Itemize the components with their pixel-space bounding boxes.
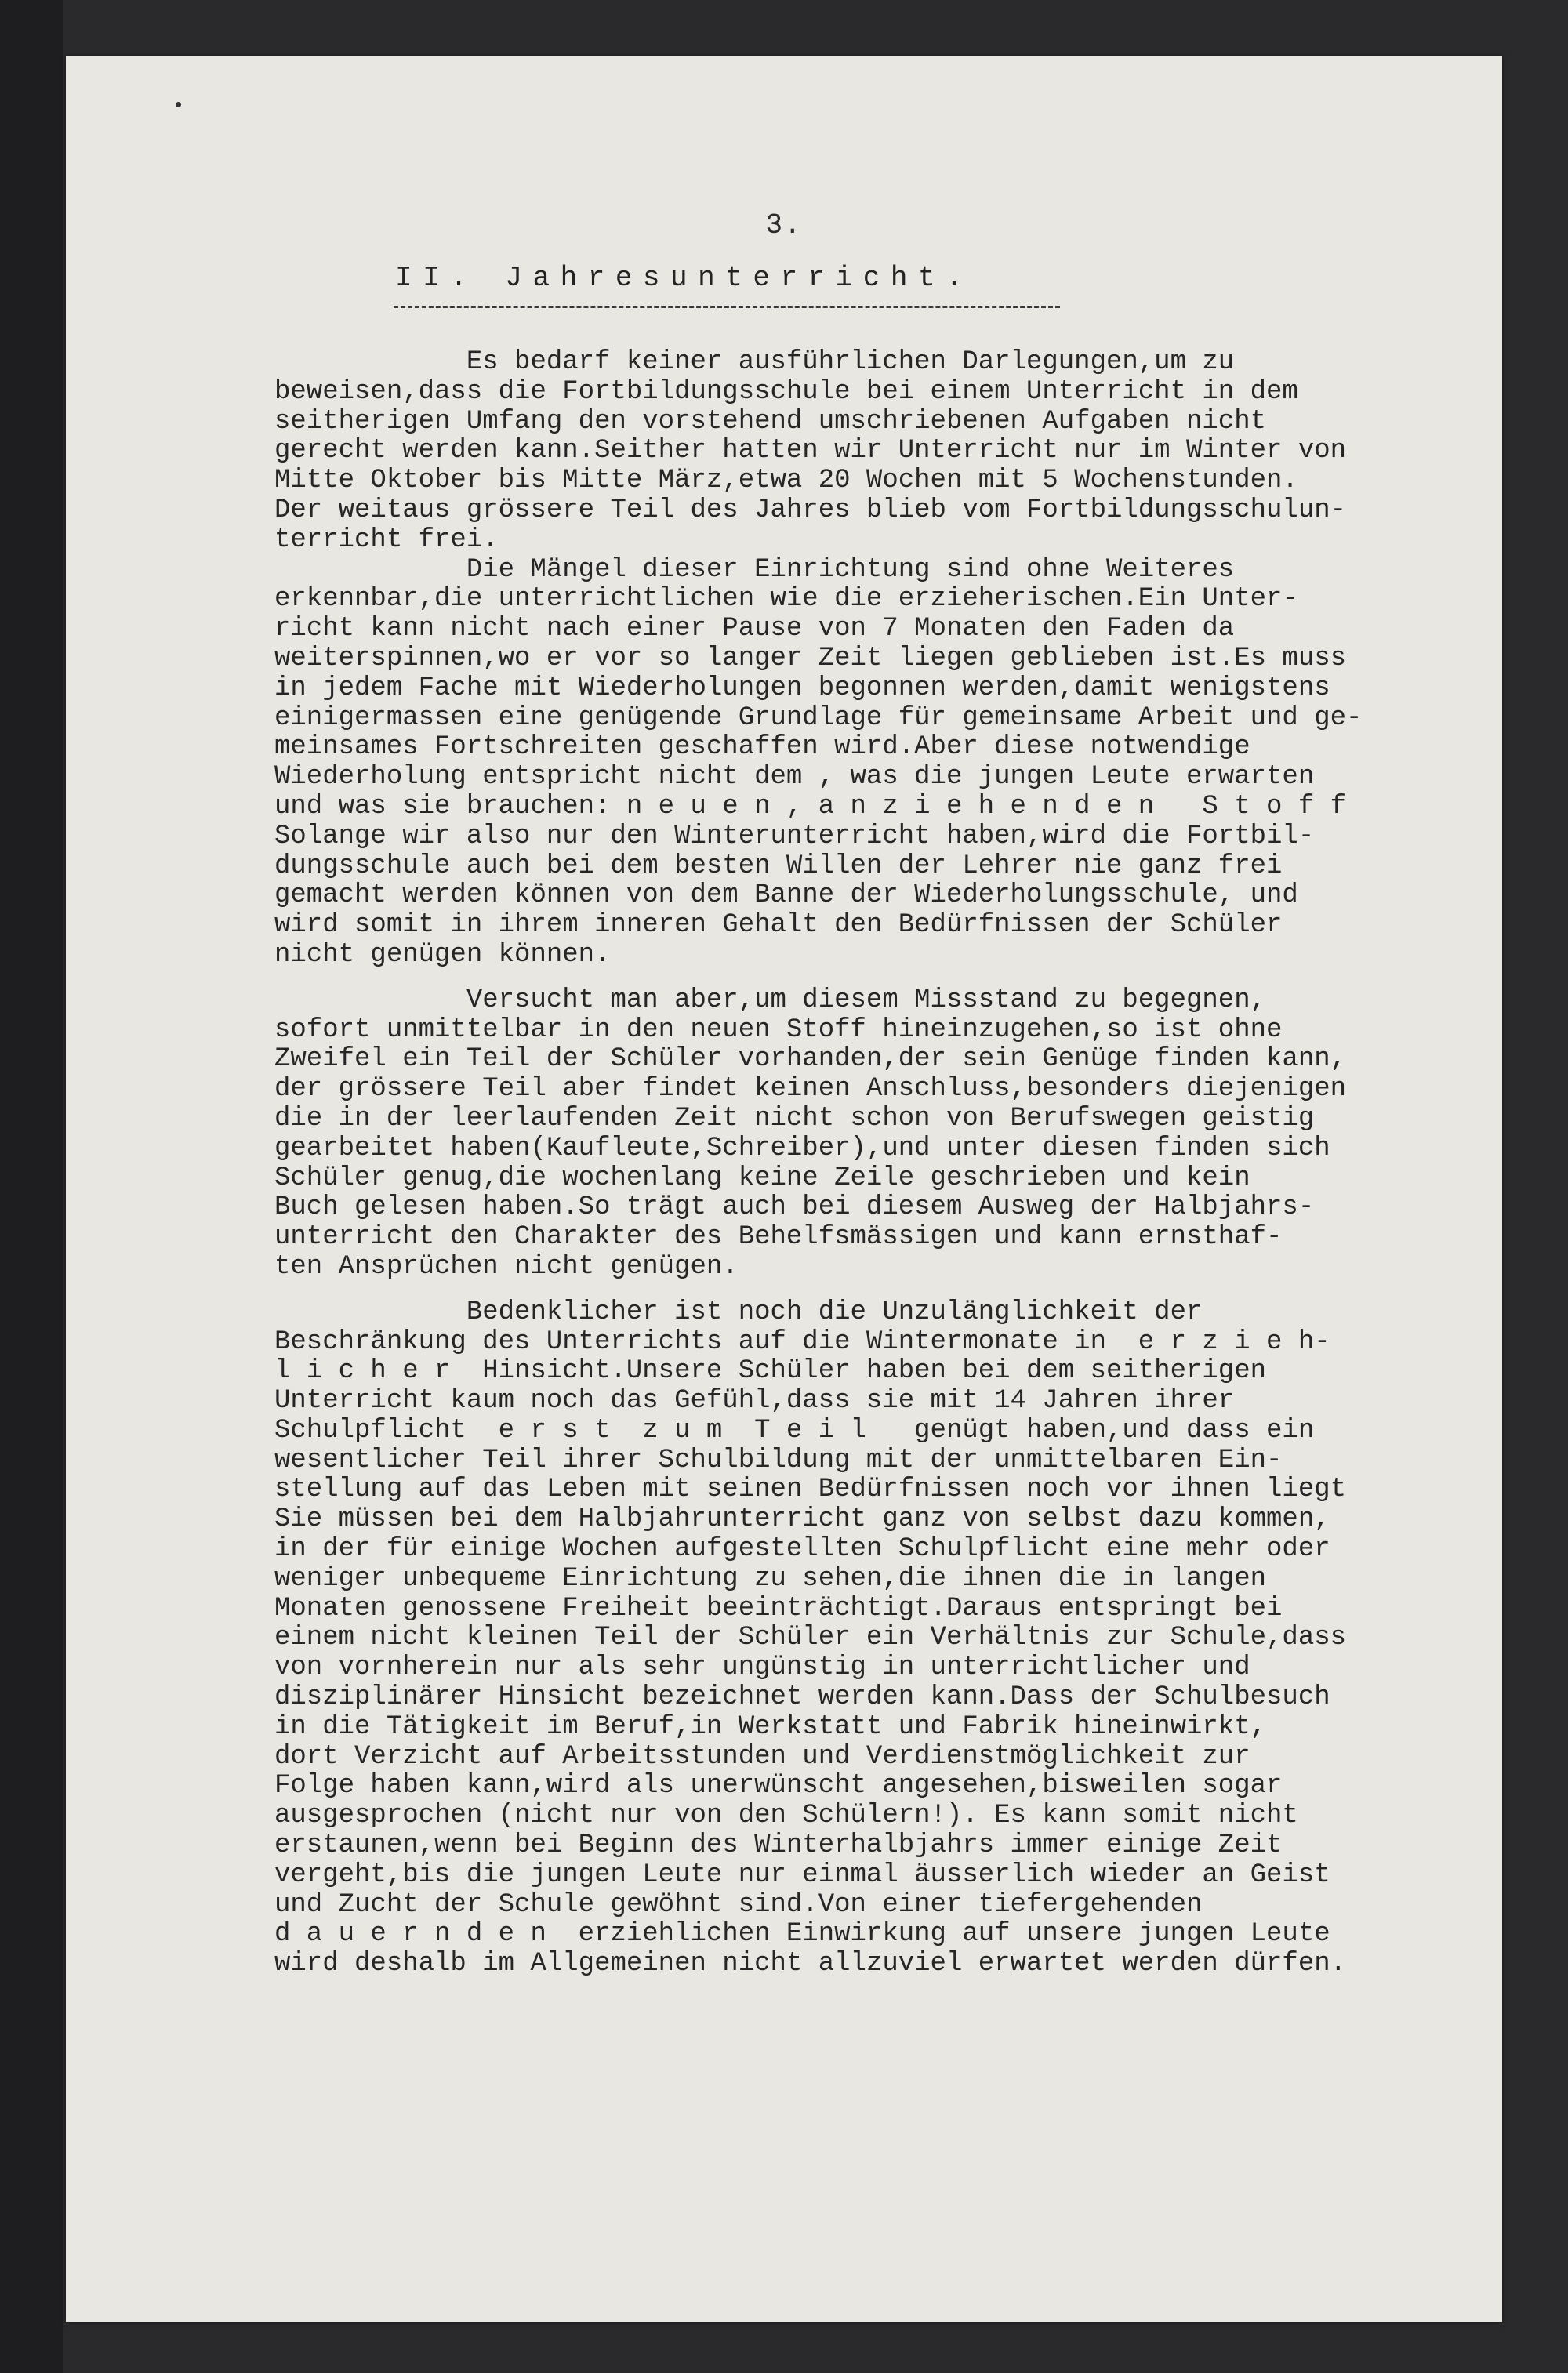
text-line: ausgesprochen (nicht nur von den Schülern!). Es kann somit nicht xyxy=(274,1801,1298,1831)
text-line: vergeht,bis die jungen Leute nur einmal äusserlich wieder an Geist xyxy=(274,1860,1330,1890)
text-line: die in der leerlaufenden Zeit nicht schon von Berufswegen geistig xyxy=(274,1103,1315,1134)
text-line: Es bedarf keiner ausführlichen Darlegungen,um zu xyxy=(274,347,1235,377)
text-line: und was sie brauchen: n e u e n , a n z i e h e n d e n S t o f f xyxy=(274,791,1347,822)
text-line: Beschränkung des Unterrichts auf die Wintermonate in e r z i e h- xyxy=(274,1326,1330,1357)
text-line: disziplinärer Hinsicht bezeichnet werden kann.Dass der Schulbesuch xyxy=(274,1682,1330,1713)
paragraph xyxy=(274,348,1529,971)
text-line: Schulpflicht e r s t z u m T e i l genügt haben,und dass ein xyxy=(274,1415,1315,1446)
text-line: unterricht den Charakter des Behelfsmässigen und kann ernsthaf- xyxy=(274,1222,1283,1253)
text-line: in jedem Fache mit Wiederholungen begonnen werden,damit wenigstens xyxy=(274,673,1330,703)
text-line: Der weitaus grössere Teil des Jahres blieb vom Fortbildungsschulun- xyxy=(274,495,1347,525)
text-line: seitherigen Umfang den vorstehend umschriebenen Aufgaben nicht xyxy=(274,406,1267,437)
text-line: d a u e r n d e n erziehlichen Einwirkung auf unsere jungen Leute xyxy=(274,1919,1330,1950)
text-line: stellung auf das Leben mit seinen Bedürfnissen noch vor ihnen liegt xyxy=(274,1475,1347,1505)
text-line: in die Tätigkeit im Beruf,in Werkstatt und Fabrik hineinwirkt, xyxy=(274,1711,1267,1742)
text-line: Wiederholung entspricht nicht dem , was die jungen Leute erwarten xyxy=(274,762,1315,793)
text-line: terricht frei. xyxy=(274,524,499,555)
text-line: der grössere Teil aber findet keinen Anschluss,besonders diejenigen xyxy=(274,1074,1347,1105)
text-line: einigermassen eine genügende Grundlage für gemeinsame Arbeit und ge- xyxy=(274,702,1363,733)
text-line: in der für einige Wochen aufgestellten Schulpflicht eine mehr oder xyxy=(274,1534,1330,1565)
text-line: gerecht werden kann.Seither hatten wir Unterricht nur im Winter von xyxy=(274,436,1347,466)
text-line: meinsames Fortschreiten geschaffen wird.Aber diese notwendige xyxy=(274,732,1250,763)
text-line: und Zucht der Schule gewöhnt sind.Von einer tiefergehenden xyxy=(274,1889,1203,1920)
text-line: Die Mängel dieser Einrichtung sind ohne Weiteres xyxy=(274,554,1235,585)
paragraph-gap xyxy=(274,971,1529,986)
text-line: Buch gelesen haben.So trägt auch bei diesem Ausweg der Halbjahrs- xyxy=(274,1192,1315,1223)
scan-background-edge xyxy=(0,0,63,2373)
page-number: 3. xyxy=(765,209,803,241)
body-text xyxy=(274,348,1529,1979)
text-line: Mitte Oktober bis Mitte März,etwa 20 Wochen mit 5 Wochenstunden. xyxy=(274,466,1298,496)
text-line: einem nicht kleinen Teil der Schüler ein Verhältnis zur Schule,dass xyxy=(274,1623,1347,1653)
text-line: weniger unbequeme Einrichtung zu sehen,die ihnen die in langen xyxy=(274,1563,1267,1594)
text-line: Unterricht kaum noch das Gefühl,dass sie mit 14 Jahren ihrer xyxy=(274,1386,1235,1417)
text-line: von vornherein nur als sehr ungünstig in unterrichtlicher und xyxy=(274,1653,1250,1683)
text-line: gearbeitet haben(Kaufleute,Schreiber),und unter diesen finden sich xyxy=(274,1133,1330,1163)
text-line: erkennbar,die unterrichtlichen wie die erzieherischen.Ein Unter- xyxy=(274,584,1298,615)
heading-underline xyxy=(394,306,1060,308)
text-line: Versucht man aber,um diesem Missstand zu begegnen, xyxy=(274,985,1267,1015)
text-line: nicht genügen können. xyxy=(274,939,611,970)
text-line: sofort unmittelbar in den neuen Stoff hineinzugehen,so ist ohne xyxy=(274,1014,1283,1045)
text-line: beweisen,dass die Fortbildungsschule bei einem Unterricht in dem xyxy=(274,376,1298,407)
section-heading: II. Jahresunterricht. xyxy=(395,262,974,294)
document-page xyxy=(66,56,1502,2322)
text-line: Solange wir also nur den Winterunterricht haben,wird die Fortbil- xyxy=(274,821,1315,851)
text-line: dungsschule auch bei dem besten Willen der Lehrer nie ganz frei xyxy=(274,851,1283,881)
text-line: Sie müssen bei dem Halbjahrunterricht ganz von selbst dazu kommen, xyxy=(274,1504,1330,1535)
text-line: Zweifel ein Teil der Schüler vorhanden,der sein Genüge finden kann, xyxy=(274,1044,1347,1075)
text-line: Bedenklicher ist noch die Unzulänglichkeit der xyxy=(274,1297,1203,1327)
text-line: l i c h e r Hinsicht.Unsere Schüler haben bei dem seitherigen xyxy=(274,1356,1267,1387)
text-line: erstaunen,wenn bei Beginn des Winterhalbjahrs immer einige Zeit xyxy=(274,1831,1283,1861)
text-line: weiterspinnen,wo er vor so langer Zeit liegen geblieben ist.Es muss xyxy=(274,643,1347,673)
text-line: Monaten genossene Freiheit beeinträchtigt.Daraus entspringt bei xyxy=(274,1593,1283,1624)
text-line: Schüler genug,die wochenlang keine Zeile geschrieben und kein xyxy=(274,1163,1250,1193)
paragraph xyxy=(274,1298,1529,1979)
text-line: dort Verzicht auf Arbeitsstunden und Verdienstmöglichkeit zur xyxy=(274,1741,1250,1772)
paper-speck xyxy=(176,102,181,107)
paragraph-gap xyxy=(274,1283,1529,1298)
text-line: wird deshalb im Allgemeinen nicht allzuviel erwartet werden dürfen. xyxy=(274,1949,1347,1979)
text-line: wesentlicher Teil ihrer Schulbildung mit der unmittelbaren Ein- xyxy=(274,1445,1283,1475)
text-line: wird somit in ihrem inneren Gehalt den Bedürfnissen der Schüler xyxy=(274,910,1283,941)
text-line: richt kann nicht nach einer Pause von 7 Monaten den Faden da xyxy=(274,614,1235,644)
text-line: ten Ansprüchen nicht genügen. xyxy=(274,1251,739,1282)
text-line: gemacht werden können von dem Banne der Wiederholungsschule, und xyxy=(274,880,1298,911)
paragraph xyxy=(274,986,1529,1283)
text-line: Folge haben kann,wird als unerwünscht angesehen,bisweilen sogar xyxy=(274,1771,1283,1802)
